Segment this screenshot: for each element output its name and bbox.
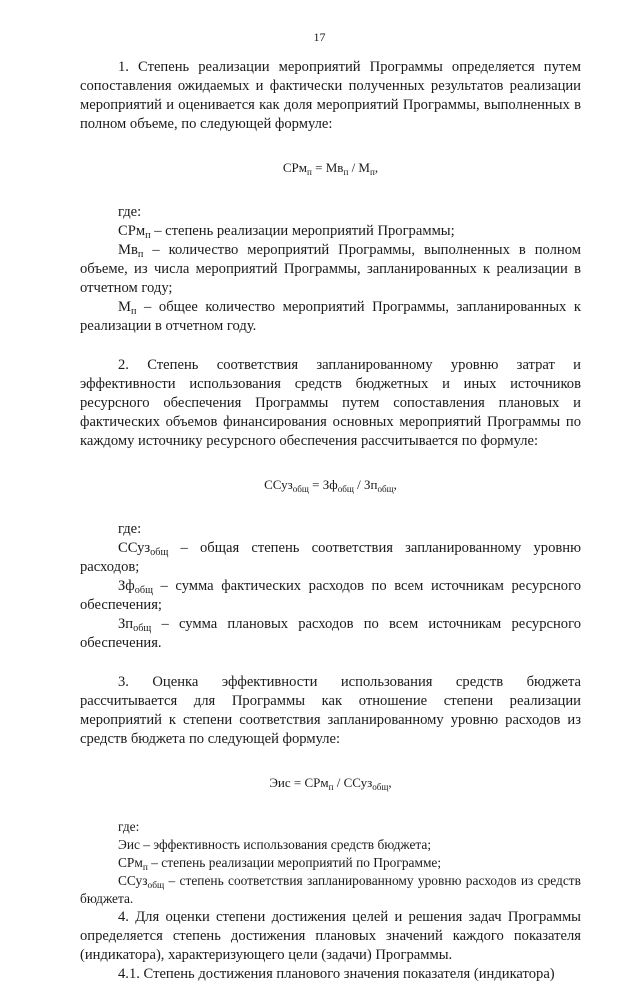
paragraph-4: 4. Для оценки степени достижения целей и решения задач Программы определяется степень достижения плановых значений каждого показателя (индикатора), характеризующего цели (задачи) Программы. bbox=[80, 909, 581, 963]
definition-1-3: $М_п$ – общее количество мероприятий Программы, запланированных к реализации в отчетном году. bbox=[80, 299, 581, 334]
definition-3-1: Эис – эффективность использования средств бюджета; bbox=[118, 837, 432, 852]
paragraph-4-1: 4.1. Степень достижения планового значения показателя (индикатора) bbox=[118, 966, 555, 982]
document-body bbox=[80, 58, 581, 984]
where-label-1: где: bbox=[118, 204, 142, 220]
formula-3: Эис = СРм$_п$ / ССуз$_{общ}$, bbox=[269, 775, 392, 792]
page-number: 17 bbox=[313, 30, 326, 44]
paragraph-1: 1. Степень реализации мероприятий Программы определяется путем сопоставления ожидаемых и фактически полученных результатов реализации мероприятий и оценивается как доля мероприятий Программы, выполненных в полном объеме, по следующей формуле: bbox=[80, 59, 581, 132]
where-label-3: где: bbox=[118, 819, 140, 834]
definition-1-2: $Мв_п$ – количество мероприятий Программы, выполненных в полном объеме, из числа мероприятий Программы, запланированных к реализации в отчетном году; bbox=[80, 242, 581, 296]
where-label-2: где: bbox=[118, 521, 142, 537]
definition-3-3: ССуз$_{общ}$ – степень соответствия запланированному уровню расходов из средств бюджета. bbox=[80, 873, 581, 906]
paragraph-2: 2. Степень соответствия запланированному уровню затрат и эффективности использования средств бюджетных и иных источников ресурсного обеспечения Программы путем сопоставления плановых и фактических объемов финансирования основных мероприятий Программы по каждому источнику ресурсного обеспечения рассчитывается по формуле: bbox=[80, 357, 581, 449]
formula-1: $СРм_п = Мв_п / М_п$, bbox=[282, 160, 379, 177]
paragraph-3: 3. Оценка эффективности использования средств бюджета рассчитывается для Программы как отношение степени реализации мероприятий к степени соответствия запланированному уровню расходов из средств бюджета по следующей формуле: bbox=[80, 674, 581, 747]
definition-1-1: СРм$_п$ – степень реализации мероприятий Программы; bbox=[118, 223, 455, 241]
formula-2: ССуз$_{общ}$ = $Зф_{общ} / Зп_{общ}$, bbox=[264, 477, 397, 494]
definition-2-2: $Зф_{общ}$ – сумма фактических расходов по всем источникам ресурсного обеспечения; bbox=[80, 578, 581, 613]
definition-2-3: $Зп_{общ}$ – сумма плановых расходов по всем источникам ресурсного обеспечения. bbox=[80, 616, 581, 651]
definition-2-1: ССуз$_{общ}$ – общая степень соответствия запланированному уровню расходов; bbox=[80, 540, 581, 575]
definition-3-2: СРм$_п$ – степень реализации мероприятий по Программе; bbox=[118, 855, 442, 873]
